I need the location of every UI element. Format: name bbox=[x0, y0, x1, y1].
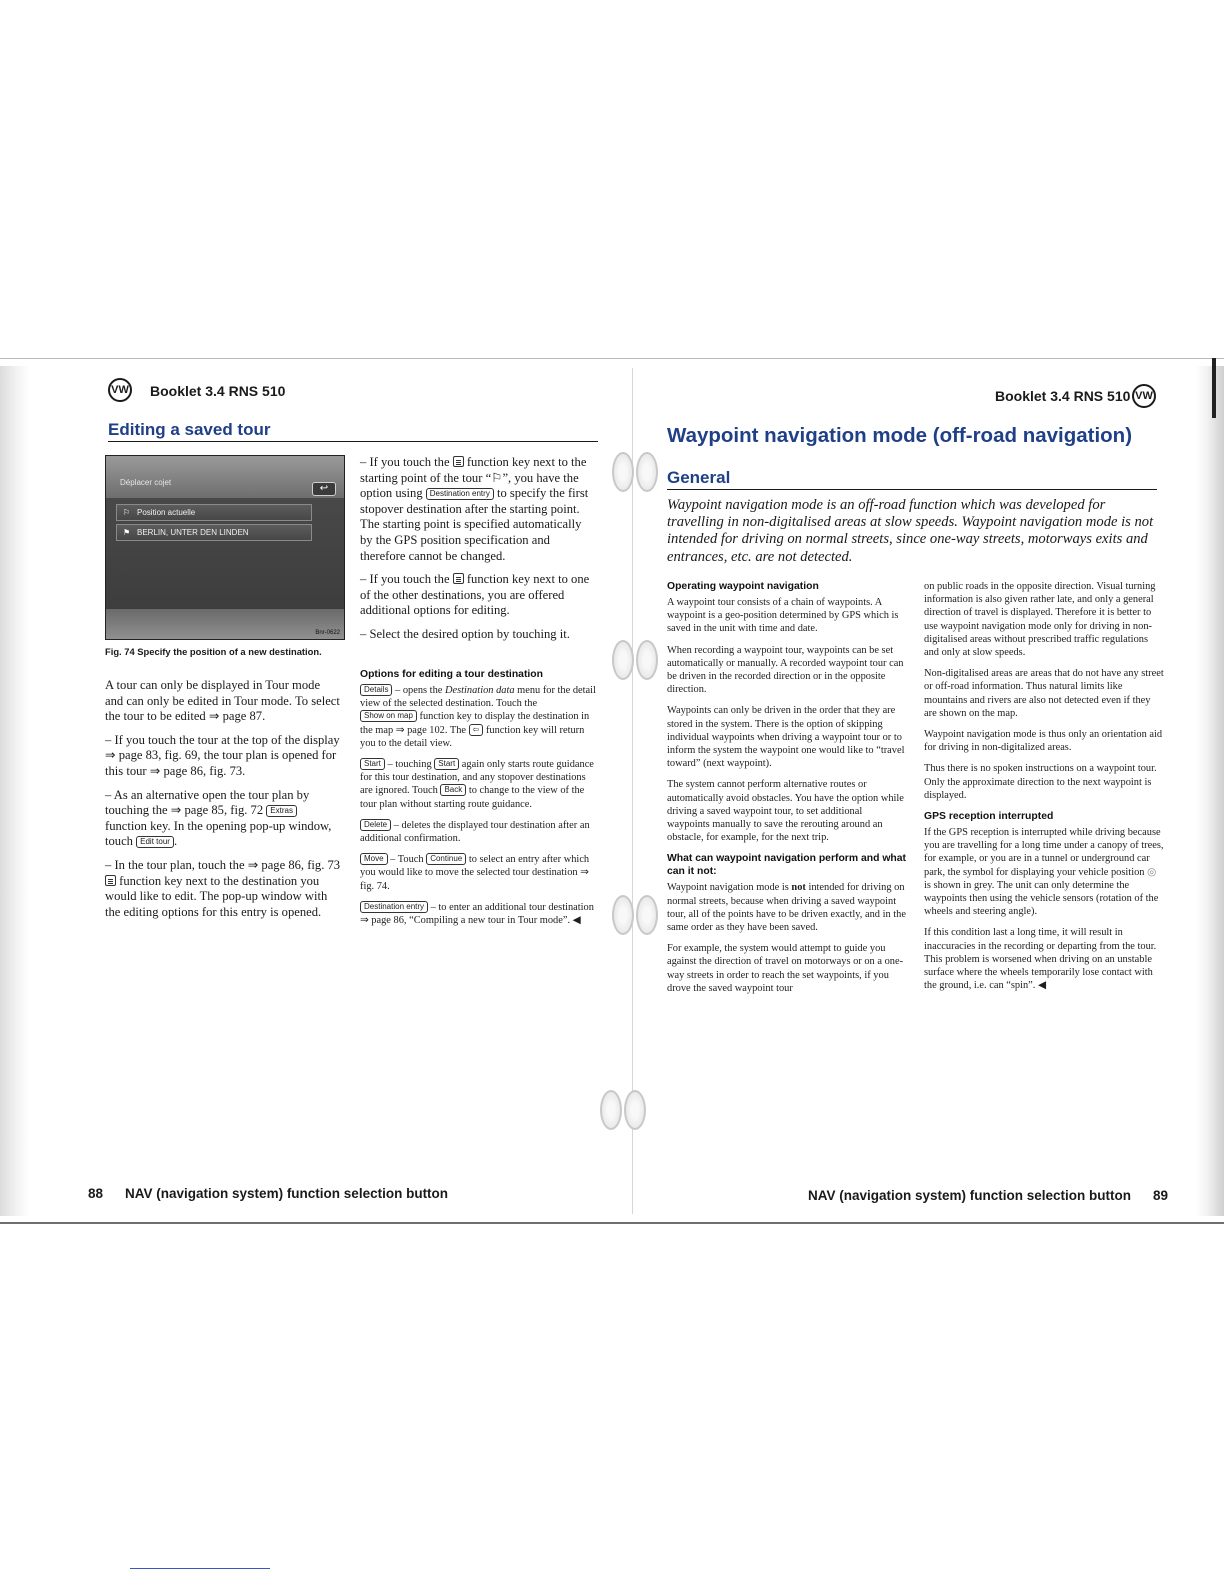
spread-bottom-edge bbox=[0, 1222, 1224, 1224]
section-rule bbox=[667, 489, 1157, 490]
paragraph: – If you touch the function key next to one of the other destinations, you are offered additional options for editing. bbox=[360, 572, 590, 618]
binder-ring-left bbox=[612, 640, 634, 680]
delete-key: Delete bbox=[360, 819, 391, 831]
page-number: 89 bbox=[1153, 1188, 1169, 1203]
destination-entry-key: Destination entry bbox=[360, 901, 428, 913]
left-column-2 bbox=[360, 455, 596, 651]
screen-title: Déplacer cojet bbox=[120, 478, 172, 487]
subheading-operating-waypoint-navigation: Operating waypoint navigation bbox=[667, 581, 819, 592]
paragraph: – If you touch the function key next to the starting point of the tour “⚐”, you have the option using Destination entry to specify the first stopover destination after the starting point. The starting point is specified automatically by the GPS position specification and therefore cannot be changed. bbox=[360, 455, 589, 563]
subheading-what-can-perform: What can waypoint navigation perform and what can it not: bbox=[667, 853, 907, 878]
paragraph: Waypoints can only be driven in the order that they are stored in the system. There is the option of skipping individual waypoints when driving a waypoint tour or to inform the system the waypoint one would like to “travel toward” (next waypoint). bbox=[667, 705, 905, 770]
paragraph: Waypoint navigation mode is thus only an orientation aid for driving in non-digitalized areas. bbox=[924, 729, 1163, 754]
vehicle-position-icon: ◎ bbox=[1147, 866, 1157, 878]
paragraph: on public roads in the opposite direction. Visual turning information is also given rather late, and only a general direction of travel is displayed. Therefore it is better to use waypoint navigation mode only for driving in non-digitalised areas without prescribed traffic regulations and only at slow speeds. bbox=[924, 581, 1156, 659]
footer-label: NAV (navigation system) function selection button bbox=[125, 1186, 449, 1201]
editing-options-list bbox=[360, 668, 596, 935]
vw-logo-icon: VW bbox=[1132, 384, 1156, 408]
vw-logo-icon: VW bbox=[108, 378, 132, 402]
back-arrow-key-icon: ⇦ bbox=[469, 724, 484, 736]
left-page-edge-shadow bbox=[0, 366, 30, 1216]
subheading-gps-reception-interrupted: GPS reception interrupted bbox=[924, 811, 1054, 823]
option-start: Start – touching Start again only starts route guidance for this tour destination, and any stopover destinations are ignored. Touch Back to change to the view of the tour plan without starting route guidance. bbox=[360, 759, 594, 810]
screen-row-label: BERLIN, UNTER DEN LINDEN bbox=[137, 528, 249, 537]
binder-ring-right bbox=[636, 452, 658, 492]
start-flag-icon: ⚐ bbox=[123, 508, 131, 517]
booklet-label-left: Booklet 3.4 RNS 510 bbox=[150, 383, 286, 399]
paragraph: The system cannot perform alternative routes or automatically avoid obstacles. You have the option while driving a saved waypoint tour, to set additional waypoints manually to save the rerouting around an obstacle, for example, for the next trip. bbox=[667, 779, 904, 844]
destination-flag-icon: ⚑ bbox=[123, 528, 131, 537]
option-delete: Delete – deletes the displayed tour destination after an additional confirmation. bbox=[360, 819, 590, 845]
intro-paragraph: Waypoint navigation mode is an off-road function which was developed for travelling in non-digitalised areas at slow speeds. Waypoint navigation mode is not intended for driving on normal streets, since one-way streets, motorways exits and entrances, etc. are not detected. bbox=[667, 497, 1154, 565]
show-on-map-key: Show on map bbox=[360, 710, 417, 722]
binder-ring-right bbox=[636, 640, 658, 680]
list-function-key-icon bbox=[105, 875, 116, 886]
figure-caption: Fig. 74 Specify the position of a new destination. bbox=[105, 646, 322, 657]
destination-entry-key: Destination entry bbox=[426, 488, 494, 500]
paragraph: – In the tour plan, touch the ⇒ page 86, fig. 73 function key next to the destination you would like to edit. The pop-up window with the editing options for this entry is opened. bbox=[105, 857, 341, 919]
paragraph: For example, the system would attempt to guide you against the direction of travel on motorways or on a one-way streets in order to reach the set waypoints, if you drove the saved waypoint tour bbox=[667, 943, 904, 994]
screen-row-destination bbox=[116, 524, 312, 541]
edit-tour-key: Edit tour bbox=[136, 836, 174, 848]
paragraph: A waypoint tour consists of a chain of waypoints. A waypoint is a geo-position determined by GPS which is saved in the unit with time and date. bbox=[667, 597, 899, 635]
paragraph: – If you touch the tour at the top of the display ⇒ page 83, fig. 69, the tour plan is opened for this tour ⇒ page 86, fig. 73. bbox=[105, 732, 340, 778]
right-page-edge-shadow bbox=[1196, 366, 1224, 1216]
right-column-1 bbox=[667, 580, 907, 1003]
back-key: Back bbox=[440, 784, 466, 796]
paragraph: – Select the desired option by touching it. bbox=[360, 626, 570, 641]
paragraph: When recording a waypoint tour, waypoints can be set automatically or manually. A recorded waypoint tour can be driven in the recorded direction or in the opposite direction. bbox=[667, 644, 904, 696]
screen-footer-bar bbox=[106, 609, 344, 639]
screen-title-bar bbox=[106, 456, 344, 498]
binder-ring-right bbox=[636, 895, 658, 935]
paragraph: If the GPS reception is interrupted while driving because you are travelling for a long time under a canopy of trees, for example, or you are in a tunnel or underground car park, the symbol for displaying your vehicle position ◎ is shown in grey. The unit can only determine the waypoints then using the vehicle sensors (rotation of the wheels and steering angle). bbox=[924, 827, 1164, 918]
left-page-footer bbox=[88, 1186, 448, 1201]
right-edge-mark bbox=[1212, 358, 1216, 418]
subheading-editing-options: Options for editing a tour destination bbox=[360, 669, 543, 680]
option-destination-entry: Destination entry – to enter an additional tour destination ⇒ page 86, “Compiling a new tour in Tour mode”. ◀ bbox=[360, 901, 594, 927]
section-rule bbox=[108, 441, 598, 442]
list-function-key-icon bbox=[453, 456, 464, 467]
screen-back-icon: ↩ bbox=[312, 482, 336, 496]
binder-ring-left bbox=[612, 895, 634, 935]
paragraph: Non-digitalised areas are areas that do not have any street or off-road information. Thus natural limits like mountains and rivers are also not detected even if they are shown on the map. bbox=[924, 668, 1164, 719]
footer-label: NAV (navigation system) function selection button bbox=[808, 1188, 1132, 1203]
screen-row-current-position bbox=[116, 504, 312, 521]
left-column-1 bbox=[105, 678, 341, 928]
move-key: Move bbox=[360, 853, 388, 865]
figure-code: Bnr-0622 bbox=[315, 630, 340, 636]
paragraph: If this condition last a long time, it will result in inaccuracies in the recording or departing from the tour. This problem is worsened when driving on an unstable surface where the wheels temporarily lose contact with the ground, i.e. can “spin”. ◀ bbox=[924, 927, 1157, 992]
extras-key: Extras bbox=[266, 805, 297, 817]
right-column-2 bbox=[924, 580, 1164, 1000]
section-title-editing-saved-tour: Editing a saved tour bbox=[108, 420, 271, 439]
binding-gutter bbox=[632, 368, 633, 1214]
spread-top-edge bbox=[0, 358, 1224, 359]
navigation-screen-figure bbox=[105, 455, 345, 640]
start-key: Start bbox=[434, 758, 459, 770]
paragraph: Waypoint navigation mode is not intended for driving on normal streets, because when driving a saved waypoint tour, all of the points have to be driven exactly, and in the same order as they have been saved. bbox=[667, 882, 906, 934]
binder-ring-left bbox=[600, 1090, 622, 1130]
details-key: Details bbox=[360, 684, 392, 696]
binder-ring-left bbox=[612, 452, 634, 492]
option-details: Details – opens the Destination data menu for the detail view of the selected destination. Touch the Show on map function key to display the destination in the map ⇒ page 102. The ⇦ function key will return you to the detail view. bbox=[360, 685, 596, 749]
paragraph: – As an alternative open the tour plan by touching the ⇒ page 85, fig. 72 Extras function key. In the opening pop-up window, touch Edit tour . bbox=[105, 787, 332, 849]
screen-row-label: Position actuelle bbox=[137, 508, 196, 517]
binder-ring-right bbox=[624, 1090, 646, 1130]
continue-key: Continue bbox=[426, 853, 466, 865]
main-title-waypoint-navigation: Waypoint navigation mode (off-road navigation) bbox=[667, 424, 1133, 447]
bottom-underline bbox=[130, 1568, 270, 1569]
start-key: Start bbox=[360, 758, 385, 770]
page-number: 88 bbox=[88, 1186, 104, 1201]
option-move: Move – Touch Continue to select an entry after which you would like to move the selected tour destination ⇒ fig. 74. bbox=[360, 854, 590, 892]
paragraph: A tour can only be displayed in Tour mode and can only be edited in Tour mode. To select the tour to be edited ⇒ page 87. bbox=[105, 678, 340, 724]
list-function-key-icon bbox=[453, 573, 464, 584]
paragraph: Thus there is no spoken instructions on a waypoint tour. Only the approximate direction to the next waypoint is displayed. bbox=[924, 763, 1157, 801]
right-page-footer bbox=[808, 1188, 1168, 1203]
booklet-label-right: Booklet 3.4 RNS 510 bbox=[995, 388, 1131, 404]
subtitle-general: General bbox=[667, 468, 731, 487]
